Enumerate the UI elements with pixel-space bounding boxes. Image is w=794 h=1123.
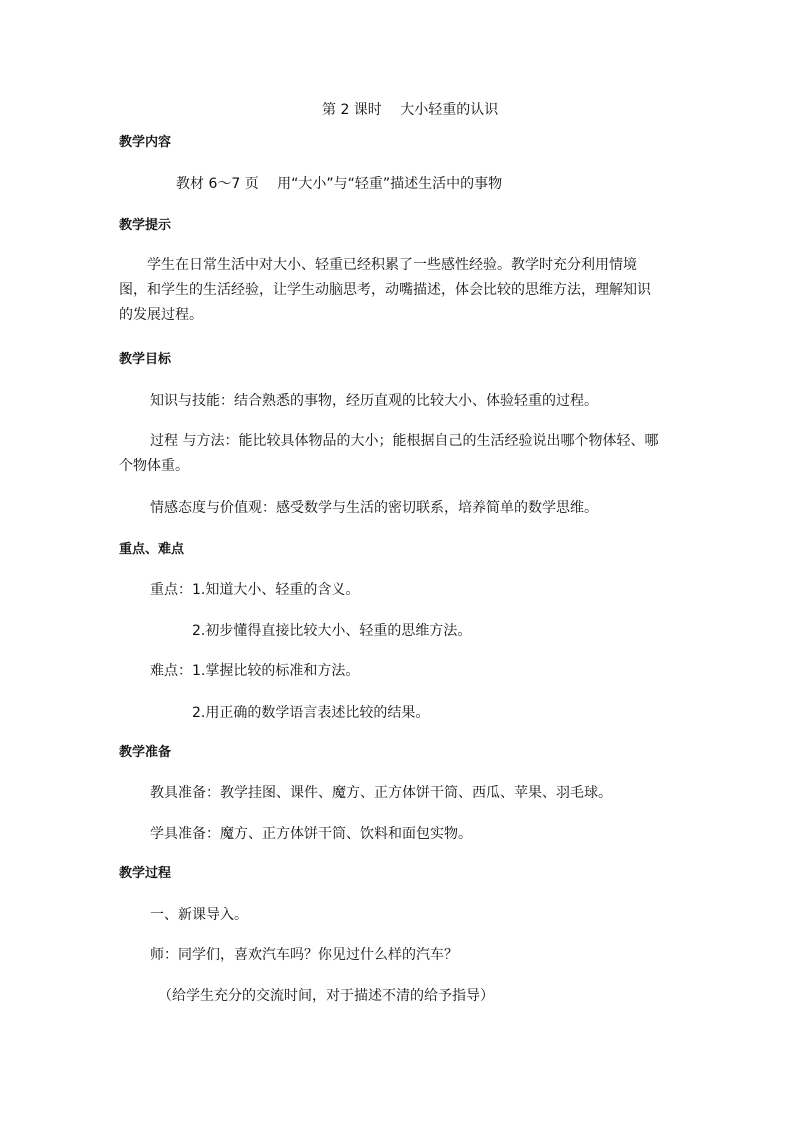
process-note: （给学生充分的交流时间，对于描述不清的给予指导） (158, 988, 494, 1004)
difficulty-2: 2.用正确的数学语言表述比较的结果。 (192, 705, 430, 721)
content-line: 教材 6～7 页 用“大小”与“轻重”描述生活中的事物 (176, 176, 503, 192)
goal-item: 情感态度与价值观：感受数学与生活的密切联系，培养简单的数学思维。 (150, 500, 598, 516)
process-step-1: 一、新课导入。 (150, 907, 248, 923)
goal-item: 知识与技能：结合熟悉的事物，经历直观的比较大小、体验轻重的过程。 (150, 393, 598, 409)
teacher-dialogue: 师：同学们，喜欢汽车吗？你见过什么样的汽车？ (150, 947, 458, 963)
lesson-title: 第 2 课时 大小轻重的认识 (322, 102, 499, 118)
teacher-prep: 教具准备：教学挂图、课件、魔方、正方体饼干筒、西瓜、苹果、羽毛球。 (150, 785, 612, 801)
section-heading-prep: 教学准备 (119, 745, 172, 760)
section-heading-hint: 教学提示 (119, 218, 172, 233)
hint-paragraph: 学生在日常生活中对大小、轻重已经积累了一些感性经验。教学时充分利用情境图，和学生的生活经验，让学生动脑思考，动嘴描述，体会比较的思维方法，理解知识的发展过程。 (119, 257, 651, 323)
goal-item: 过程 与方法：能比较具体物品的大小；能根据自己的生活经验说出哪个物体轻、哪个物体重。 (119, 433, 659, 474)
key-point-2: 2.初步懂得直接比较大小、轻重的思维方法。 (192, 623, 472, 639)
section-heading-content: 教学内容 (119, 135, 172, 150)
student-prep: 学具准备：魔方、正方体饼干筒、饮料和面包实物。 (150, 826, 472, 842)
difficulty-1: 难点：1.掌握比较的标准和方法。 (150, 663, 360, 679)
section-heading-goals: 教学目标 (119, 352, 172, 367)
key-point-1: 重点：1.知道大小、轻重的含义。 (150, 582, 360, 598)
section-heading-keypoints: 重点、难点 (119, 542, 185, 557)
section-heading-process: 教学过程 (119, 866, 172, 881)
